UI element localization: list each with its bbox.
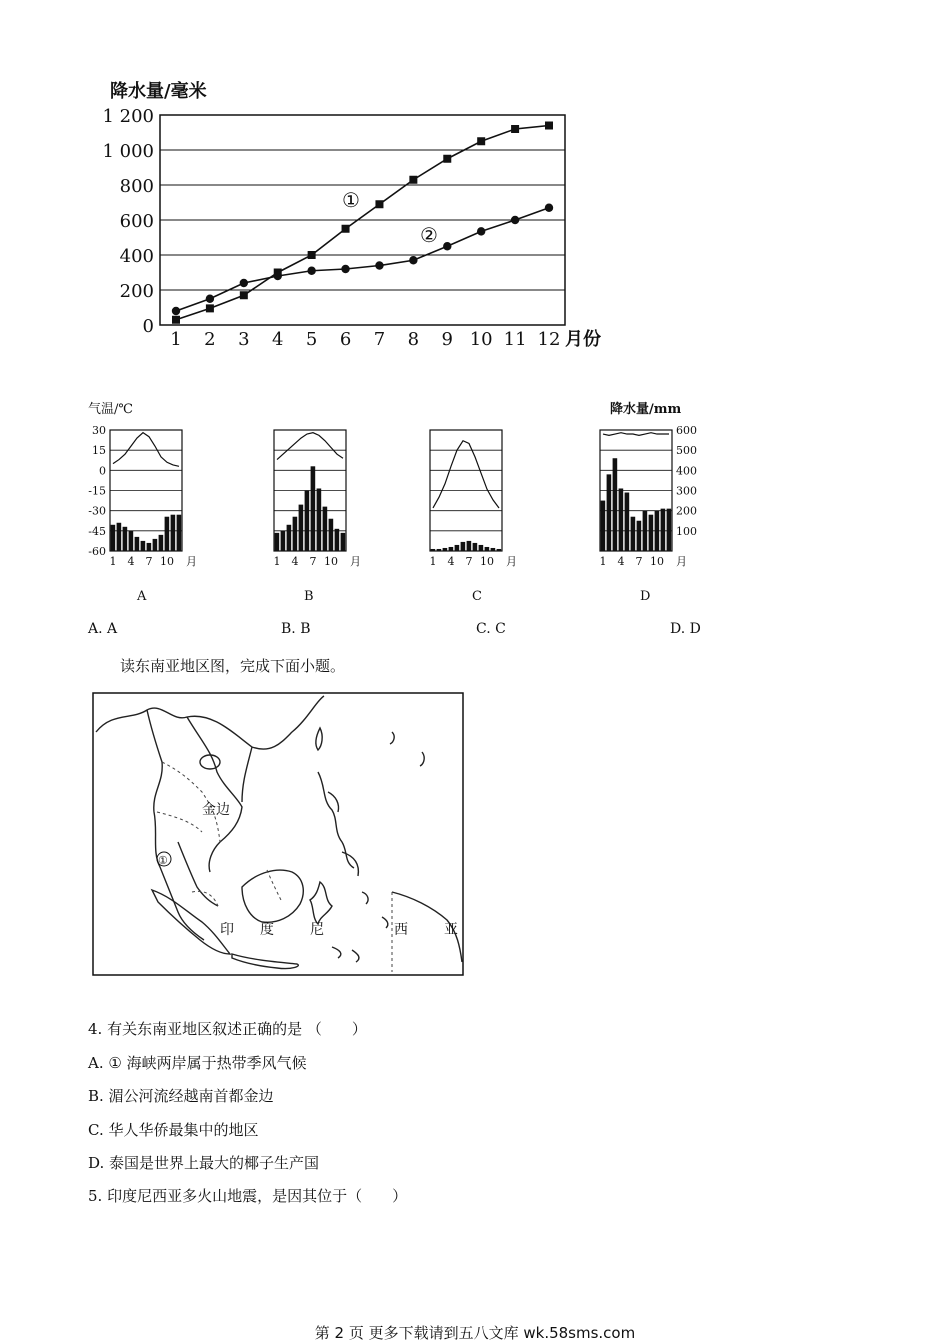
precip-tick: 400	[676, 464, 697, 478]
series-2-line	[176, 208, 549, 311]
climate-label-d: D	[640, 589, 651, 604]
precip-tick: 600	[676, 424, 697, 437]
series-2-point	[545, 204, 553, 212]
month-unit: 月	[506, 555, 517, 568]
climate-charts	[80, 395, 720, 610]
map-label-du: 度	[260, 922, 274, 938]
precip-bar	[607, 474, 612, 551]
precip-bar	[177, 515, 182, 551]
precip-bar	[329, 519, 334, 551]
question-4-option-c: C. 华人华侨最集中的地区	[88, 1121, 259, 1139]
y-tick-label: 0	[142, 316, 154, 337]
precip-bar	[655, 511, 660, 551]
option-c: C. C	[476, 621, 506, 637]
chart-ylabel: 降水量/毫米	[110, 81, 207, 102]
map-label-jinbian: 金边	[202, 802, 230, 818]
series-2-point	[172, 307, 180, 315]
x-tick-label: 1	[170, 329, 182, 350]
precip-bar	[479, 545, 484, 551]
temp-tick: -30	[88, 504, 106, 518]
climate-label-b: B	[304, 589, 314, 604]
y-tick-label: 400	[119, 246, 154, 267]
climate-chart-d	[600, 424, 698, 568]
precip-bar	[661, 509, 666, 551]
precip-bar	[317, 488, 322, 551]
option-d: D. D	[670, 621, 701, 637]
month-tick: 4	[617, 555, 625, 568]
chart-yticks	[102, 106, 154, 337]
precip-bar	[491, 548, 496, 551]
precip-tick: 200	[676, 504, 697, 518]
x-tick-label: 9	[441, 329, 453, 350]
precip-bar	[117, 523, 122, 551]
temperature-curve	[277, 433, 343, 460]
precip-bar	[485, 547, 490, 551]
x-tick-label: 3	[238, 329, 250, 350]
month-tick: 1	[109, 555, 117, 568]
series-2-point	[240, 279, 248, 287]
temp-tick: 0	[99, 464, 106, 478]
month-tick: 1	[599, 555, 607, 568]
y-tick-label: 1 200	[102, 106, 154, 127]
x-tick-label: 7	[373, 329, 386, 350]
precip-bar	[431, 549, 436, 551]
precip-bar	[437, 549, 442, 551]
precip-bar	[613, 458, 618, 551]
series-1-point	[511, 125, 519, 133]
precip-bar	[619, 488, 624, 551]
precip-bar	[455, 545, 460, 551]
climate-chart-b	[274, 430, 362, 568]
precip-bar	[281, 531, 286, 551]
precip-tick: 500	[676, 444, 697, 458]
precip-bar	[637, 521, 642, 551]
precip-bar	[631, 517, 636, 551]
month-tick: 10	[324, 555, 338, 568]
precip-bar	[293, 517, 298, 551]
series-2-point	[375, 261, 383, 269]
option-a: A. A	[88, 621, 118, 637]
y-tick-label: 600	[119, 211, 154, 232]
precip-bar	[305, 491, 310, 552]
month-unit: 月	[676, 555, 687, 568]
series-2-point	[511, 216, 519, 224]
precip-bar	[473, 543, 478, 551]
temperature-curve	[603, 433, 669, 436]
precip-bar	[153, 539, 158, 551]
precip-bar	[341, 533, 346, 551]
x-tick-label: 4	[272, 329, 284, 350]
precip-bar	[123, 527, 128, 551]
month-tick: 10	[480, 555, 494, 568]
temp-tick: 30	[92, 424, 106, 437]
series-1-point	[342, 225, 350, 233]
series-1-point	[545, 122, 553, 130]
cumulative-precip-chart	[90, 75, 650, 375]
month-tick: 7	[635, 555, 643, 568]
precip-bar	[497, 549, 502, 551]
precip-bar	[449, 547, 454, 551]
question-4-option-d: D. 泰国是世界上最大的椰子生产国	[88, 1154, 320, 1172]
map-label-yin: 印	[220, 922, 234, 938]
precip-tick: 300	[676, 484, 697, 498]
series-2-point	[477, 227, 485, 235]
precip-bar	[649, 515, 654, 551]
series-1-point	[172, 316, 180, 324]
month-tick: 7	[145, 555, 153, 568]
precip-bar	[625, 493, 630, 551]
temperature-curve	[433, 441, 499, 508]
precip-bar	[643, 511, 648, 551]
precip-bar	[467, 541, 472, 551]
page-footer: 第 2 页 更多下载请到五八文库 wk.58sms.com	[314, 1324, 636, 1342]
series-2-point	[443, 242, 451, 250]
month-tick: 7	[309, 555, 317, 568]
temperature-curve	[113, 433, 179, 467]
precip-bar	[335, 529, 340, 551]
series-1-point	[443, 155, 451, 163]
question-4-option-a: A. ① 海峡两岸属于热带季风气候	[88, 1054, 307, 1072]
map-label-xi: 西	[394, 922, 408, 938]
precip-bar	[171, 515, 176, 551]
series-2-label: ②	[420, 223, 438, 247]
month-tick: 4	[447, 555, 455, 568]
precip-bar	[159, 535, 164, 551]
precip-bar	[323, 507, 328, 551]
precip-bar	[299, 505, 304, 551]
climate-chart-c	[430, 430, 518, 568]
series-1-point	[477, 137, 485, 145]
question-5-stem: 5. 印度尼西亚多火山地震，是因其位于（ ）	[88, 1187, 408, 1205]
precip-bar	[129, 531, 134, 551]
precip-bar	[461, 542, 466, 551]
southeast-asia-map	[92, 692, 466, 978]
question-4-option-b: B. 湄公河流经越南首都金边	[88, 1087, 274, 1105]
map-label-ni: 尼	[310, 922, 324, 938]
climate-chart-a	[88, 424, 197, 568]
precip-bar	[111, 525, 116, 551]
precip-bar	[165, 517, 170, 551]
month-tick: 4	[291, 555, 299, 568]
precip-bar	[287, 525, 292, 551]
x-tick-label: 10	[469, 329, 493, 350]
series-2-point	[341, 265, 349, 273]
series-2-point	[274, 272, 282, 280]
chart-xlabel: 月份	[565, 329, 601, 350]
temp-tick: -60	[88, 545, 106, 558]
series-2-point	[409, 256, 417, 264]
climate-label-a: A	[137, 589, 147, 604]
chart-series	[172, 122, 553, 324]
series-1-point	[375, 200, 383, 208]
month-tick: 10	[160, 555, 174, 568]
series-1-point	[240, 291, 248, 299]
x-tick-label: 6	[339, 329, 352, 350]
climate-label-c: C	[472, 589, 482, 604]
precip-axis-label: 降水量/mm	[610, 402, 682, 417]
precip-bar	[443, 548, 448, 551]
precip-bar	[135, 537, 140, 551]
series-2-point	[206, 295, 214, 303]
temp-tick: -45	[88, 524, 106, 538]
series-1-line	[176, 126, 549, 320]
precip-bar	[141, 541, 146, 551]
series-1-label: ①	[342, 188, 360, 212]
option-b: B. B	[281, 621, 311, 637]
x-tick-label: 11	[503, 329, 527, 350]
month-unit: 月	[186, 555, 197, 568]
question-4-stem: 4. 有关东南亚地区叙述正确的是 （ ）	[88, 1020, 367, 1038]
y-tick-label: 1 000	[102, 141, 154, 162]
x-tick-label: 8	[407, 329, 420, 350]
month-unit: 月	[350, 555, 361, 568]
intro-text: 读东南亚地区图，完成下面小题。	[120, 657, 346, 675]
series-1-point	[206, 304, 214, 312]
x-tick-label: 5	[305, 329, 318, 350]
x-tick-label: 2	[204, 329, 216, 350]
chart-xticks	[170, 329, 560, 350]
month-tick: 7	[465, 555, 473, 568]
x-tick-label: 12	[537, 329, 561, 350]
precip-bar	[667, 509, 672, 551]
precip-tick: 100	[676, 524, 697, 538]
temp-tick: 15	[92, 444, 106, 458]
map-label-ya: 亚	[444, 922, 458, 938]
series-2-point	[307, 267, 315, 275]
month-tick: 10	[650, 555, 664, 568]
precip-bar	[601, 501, 606, 551]
y-tick-label: 800	[119, 176, 154, 197]
month-tick: 4	[127, 555, 135, 568]
month-tick: 1	[429, 555, 437, 568]
temp-tick: -15	[88, 484, 106, 498]
temp-axis-label: 气温/℃	[88, 402, 133, 417]
precip-bar	[147, 543, 152, 551]
precip-bar	[275, 533, 280, 551]
precip-bar	[311, 466, 316, 551]
series-1-point	[409, 176, 417, 184]
map-label-circle: ①	[158, 854, 168, 867]
month-tick: 1	[273, 555, 281, 568]
y-tick-label: 200	[119, 281, 154, 302]
series-1-point	[308, 251, 316, 259]
